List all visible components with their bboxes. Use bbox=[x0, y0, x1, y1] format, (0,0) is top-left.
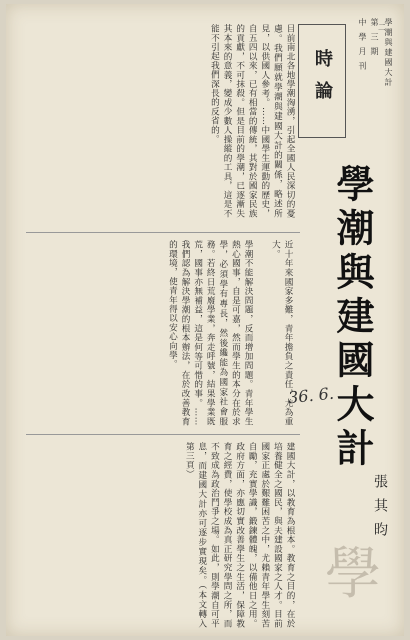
running-title: 學潮與建國大計 bbox=[384, 18, 393, 88]
document-page bbox=[6, 4, 404, 636]
divider-line bbox=[26, 232, 300, 233]
article-title: 學潮與建國大計 bbox=[330, 164, 375, 472]
body-text-block-1: 目前南北各地學潮洶湧，引起全國人民深切的憂慮。我們願就學潮與建國大計的關係，略述所見，以供國人參考。……中國學生運動的歷史，自五四以來，已有相當的傳統，其對於國家民族的貢獻，不可抹殺。但是目前的學潮，已逐漸失其本來的意義，變成少數人操縱的工具，這是不能不引起我們深長的反省的。 bbox=[209, 24, 295, 218]
issue-number: 第 三 期 bbox=[370, 18, 379, 58]
divider-line bbox=[26, 434, 300, 435]
page-number: 二 bbox=[378, 23, 386, 32]
journal-name: 中 學 月 刊 bbox=[358, 18, 367, 72]
body-text-block-2: 學潮不能解決問題，反而增加問題。青年學生熱心國事，自是可嘉，然而學生的本分在於求學，必須學有專長，然後纔能為國家社會服務。若終日荒廢學業，奔走呼號，結果學業既荒，國事亦無補益，這是何等可惜的事。……我們認為解決學潮的根本辦法，在於改善教育的環境，使青年得以安心向學。 bbox=[167, 240, 253, 426]
body-text-block-3: 建國大計，以教育為根本。教育之目的，在於培養健全之國民，與夫建設國家之人才。目前國家正處於艱難困苦之中，尤賴青年學生刻苦自勵，充實學識，鍛鍊體魄，以備他日之用。政府方面，亦應切實改善學生之生活，保障教育之經費，使學校成為真正研究學問之所，而不致成為政治鬥爭之場。如此，則學潮自可平息，而建國大計亦可逐步實現矣。（本文轉入第三頁） bbox=[184, 442, 295, 628]
handwritten-note: 36. 6. bbox=[287, 383, 335, 408]
library-stamp: 學 bbox=[325, 542, 381, 607]
body-text-block-4: 近十年來國家多難，青年擔負之責任，尤為重大。 bbox=[270, 240, 293, 426]
author-name: 張其昀 bbox=[372, 474, 388, 546]
column-label-box bbox=[298, 24, 346, 138]
column-label: 時論 bbox=[312, 49, 333, 113]
